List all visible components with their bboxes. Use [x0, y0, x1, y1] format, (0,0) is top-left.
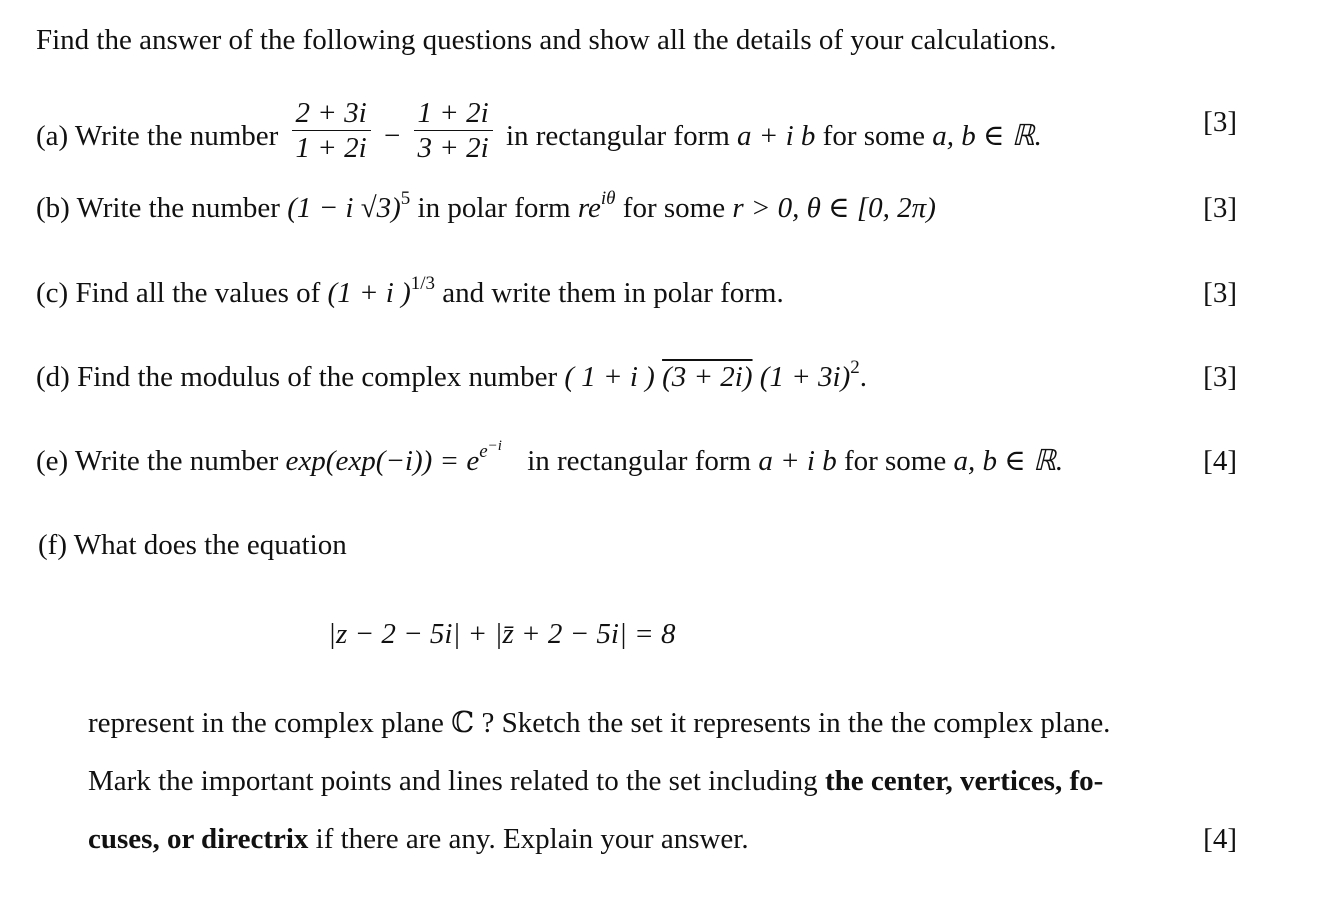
- question-e-math-end: a, b ∈ ℝ.: [953, 445, 1064, 477]
- question-f-equation: |z − 2 − 5i| + |z̄ + 2 − 5i| = 8: [328, 618, 676, 650]
- question-d-text: Find the modulus of the complex number: [77, 361, 558, 393]
- question-d: [36, 359, 867, 399]
- question-f-line-1: represent in the complex plane ℂ ? Sketch the set it represents in the the complex plane.: [88, 707, 1111, 739]
- question-b-math: (1 − i √3): [287, 192, 401, 224]
- question-e-text-after: in rectangular form: [527, 445, 752, 477]
- question-c-label: (c): [36, 277, 69, 309]
- question-c-text: Find all the values of: [75, 277, 321, 309]
- question-f-line-2-a: Mark the important points and lines related to the set including: [88, 765, 825, 797]
- question-f-text: What does the equation: [73, 529, 347, 561]
- question-c-exponent: 1/3: [410, 273, 436, 294]
- fraction-2: [414, 96, 493, 165]
- question-a-marks: [3]: [1203, 106, 1237, 138]
- question-b-marks: [3]: [1203, 192, 1237, 224]
- question-d-label: (d): [36, 361, 70, 393]
- question-b-text-end: for some: [622, 192, 726, 224]
- question-d-conjugate: (3 + 2i): [662, 361, 753, 393]
- question-e: [36, 438, 1064, 484]
- fraction-1-denominator: 1 + 2i: [295, 132, 367, 164]
- question-d-period: .: [859, 361, 867, 393]
- question-f-line-3-b: if there are any. Explain your answer.: [308, 823, 749, 855]
- question-f-line-2: [88, 752, 1238, 810]
- question-e-marks: [4]: [1203, 445, 1237, 477]
- question-a-math-after: a + i b: [737, 120, 816, 153]
- question-b-polar-exponent: iθ: [600, 188, 616, 209]
- question-e-text: Write the number: [74, 445, 279, 477]
- question-e-text-end: for some: [843, 445, 947, 477]
- question-c-math: (1 + i ): [327, 277, 411, 309]
- question-b: [36, 190, 936, 230]
- question-b-exponent: 5: [400, 188, 411, 209]
- question-f-line-2-b: the center, vertices, fo-: [824, 765, 1104, 797]
- question-e-exponent-2: −i: [487, 438, 502, 454]
- question-f-line-3-a: cuses, or directrix: [88, 823, 309, 855]
- question-d-math-3: (1 + 3i): [759, 361, 851, 393]
- question-a-math-end: a, b ∈ ℝ.: [932, 120, 1042, 153]
- question-c: [36, 275, 784, 315]
- question-b-text: Write the number: [76, 192, 280, 224]
- question-a-label: (a): [36, 120, 69, 153]
- question-d-exponent: 2: [850, 357, 860, 378]
- question-d-marks: [3]: [1203, 361, 1237, 393]
- question-e-label: (e): [36, 445, 69, 477]
- question-f: [38, 527, 347, 563]
- fraction-2-denominator: 3 + 2i: [417, 132, 489, 164]
- question-f-label: (f): [38, 529, 67, 561]
- question-f-marks: [4]: [1203, 823, 1237, 855]
- question-f-line-3: [88, 810, 1238, 868]
- fraction-1-numerator: 2 + 3i: [292, 96, 371, 131]
- question-a-text-end: for some: [822, 120, 925, 153]
- question-b-math-end: r > 0, θ ∈ [0, 2π): [732, 192, 936, 224]
- question-b-label: (b): [36, 192, 70, 224]
- question-a-text-after: in rectangular form: [505, 120, 730, 153]
- fraction-1: [292, 96, 371, 165]
- question-a-text: Write the number: [74, 120, 279, 153]
- question-d-math-1: ( 1 + i ): [564, 361, 655, 393]
- fraction-2-numerator: 1 + 2i: [414, 96, 493, 131]
- question-c-text-after: and write them in polar form.: [442, 277, 784, 309]
- question-e-math-after: a + i b: [758, 445, 837, 477]
- question-e-math: exp(exp(−i)) = e: [285, 445, 480, 477]
- question-c-marks: [3]: [1203, 277, 1237, 309]
- intro-text: Find the answer of the following questions and show all the details of your calculations.: [36, 24, 1057, 56]
- question-a: [36, 97, 1042, 173]
- question-b-text-mid: in polar form: [417, 192, 571, 224]
- question-e-exponent-1: e: [479, 441, 488, 462]
- question-f-paragraph: [88, 694, 1238, 868]
- minus-sign: −: [383, 120, 401, 153]
- question-b-polar: re: [577, 192, 601, 224]
